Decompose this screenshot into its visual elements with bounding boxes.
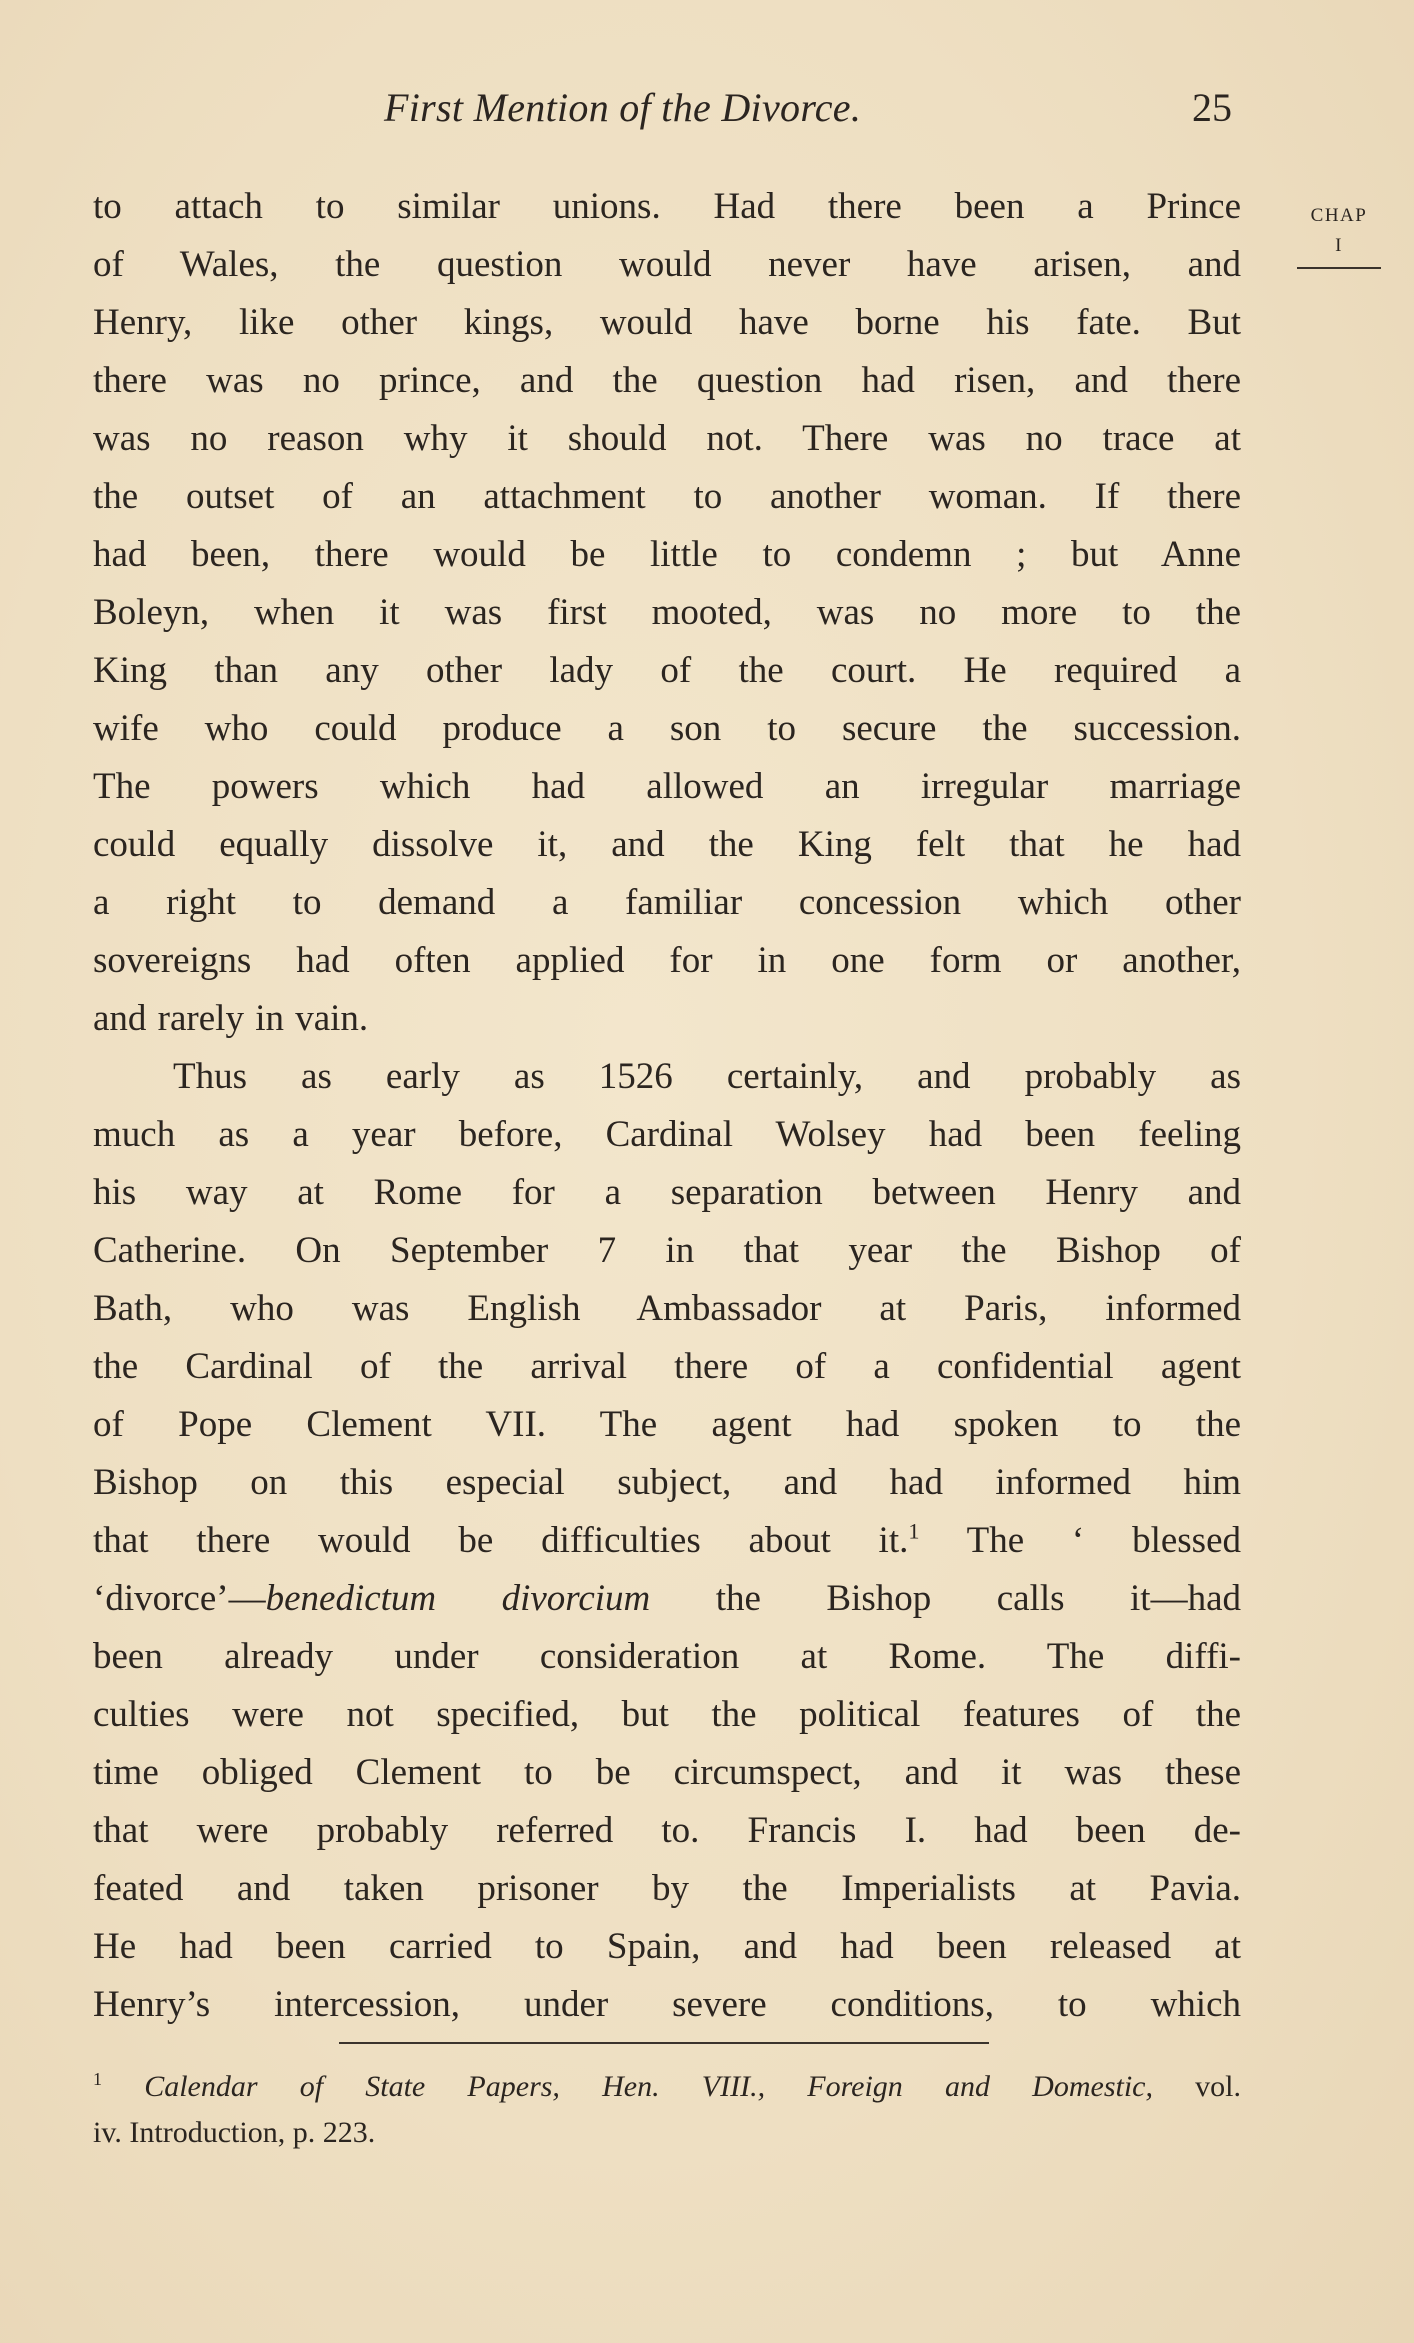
text-line: Henry’s intercession, under severe conditions, to which bbox=[93, 1984, 1241, 2025]
text-line: Bath, who was English Ambassador at Paris, informed bbox=[93, 1288, 1241, 1329]
text-line: his way at Rome for a separation between Henry and bbox=[93, 1172, 1241, 1213]
running-head bbox=[0, 84, 1414, 134]
chapter-margin-note bbox=[1294, 201, 1384, 269]
text-line: could equally dissolve it, and the King felt that he had bbox=[93, 824, 1241, 865]
chapter-label: CHAP bbox=[1310, 205, 1368, 226]
text-line: King than any other lady of the court. He required a bbox=[93, 650, 1241, 691]
line-text: that there would be difficulties about it. bbox=[93, 1520, 909, 1561]
text-line: time obliged Clement to be circumspect, and it was these bbox=[93, 1752, 1241, 1793]
text-line-with-italic bbox=[93, 1570, 1241, 1628]
footnote-rule bbox=[339, 2042, 989, 2044]
text-line: of Wales, the question would never have arisen, and bbox=[93, 244, 1241, 285]
running-title: First Mention of the Divorce. bbox=[384, 85, 862, 130]
latin-phrase: benedictum divorcium bbox=[265, 1578, 651, 1619]
text-line: a right to demand a familiar concession which other bbox=[93, 882, 1241, 923]
text-line-with-note bbox=[93, 1512, 1241, 1570]
text-line: Catherine. On September 7 in that year the Bishop of bbox=[93, 1230, 1241, 1271]
text-line: of Pope Clement VII. The agent had spoken to the bbox=[93, 1404, 1241, 1445]
text-line: The powers which had allowed an irregular marriage bbox=[93, 766, 1241, 807]
chapter-number: I bbox=[1335, 235, 1343, 256]
footnote-citation: Calendar of State Papers, Hen. VIII., Foreign and Domestic, bbox=[144, 2070, 1153, 2103]
text-line: the Cardinal of the arrival there of a confidential agent bbox=[93, 1346, 1241, 1387]
line-text: The ‘ blessed bbox=[919, 1520, 1241, 1561]
body-text bbox=[93, 178, 1241, 2034]
text-line: wife who could produce a son to secure the succession. bbox=[93, 708, 1241, 749]
text-line: culties were not specified, but the political features of the bbox=[93, 1694, 1241, 1735]
text-line: to attach to similar unions. Had there been a Prince bbox=[93, 186, 1241, 227]
footnote-reference: 1 bbox=[908, 1518, 920, 1544]
text-line: had been, there would be little to condemn ; but Anne bbox=[93, 534, 1241, 575]
text-line: was no reason why it should not. There was no trace at bbox=[93, 418, 1241, 459]
text-line: been already under consideration at Rome. The diffi- bbox=[93, 1636, 1241, 1677]
line-text: the Bishop calls it—had bbox=[650, 1578, 1241, 1619]
text-line: and rarely in vain. bbox=[93, 998, 369, 1039]
chapter-rule bbox=[1297, 267, 1381, 269]
footnote-line: iv. Introduction, p. 223. bbox=[93, 2116, 376, 2149]
text-line: that were probably referred to. Francis I. had been de- bbox=[93, 1810, 1241, 1851]
text-line: Boleyn, when it was first mooted, was no more to the bbox=[93, 592, 1241, 633]
text-line: the outset of an attachment to another woman. If there bbox=[93, 476, 1241, 517]
line-text: ‘divorce’— bbox=[93, 1578, 266, 1619]
text-line: much as a year before, Cardinal Wolsey had been feeling bbox=[93, 1114, 1241, 1155]
text-line: Henry, like other kings, would have borne his fate. But bbox=[93, 302, 1241, 343]
text-line: feated and taken prisoner by the Imperialists at Pavia. bbox=[93, 1868, 1241, 1909]
page-number: 25 bbox=[1192, 85, 1232, 130]
text-line: Thus as early as 1526 certainly, and probably as bbox=[173, 1056, 1241, 1097]
text-line: there was no prince, and the question had risen, and there bbox=[93, 360, 1241, 401]
footnotes bbox=[93, 2064, 1241, 2156]
text-line: Bishop on this especial subject, and had informed him bbox=[93, 1462, 1241, 1503]
text-line: sovereigns had often applied for in one form or another, bbox=[93, 940, 1241, 981]
text-line: He had been carried to Spain, and had been released at bbox=[93, 1926, 1241, 1967]
footnote-line bbox=[93, 2064, 1241, 2110]
footnote-marker: 1 bbox=[93, 2069, 102, 2089]
footnote-text: vol. bbox=[1152, 2070, 1242, 2103]
